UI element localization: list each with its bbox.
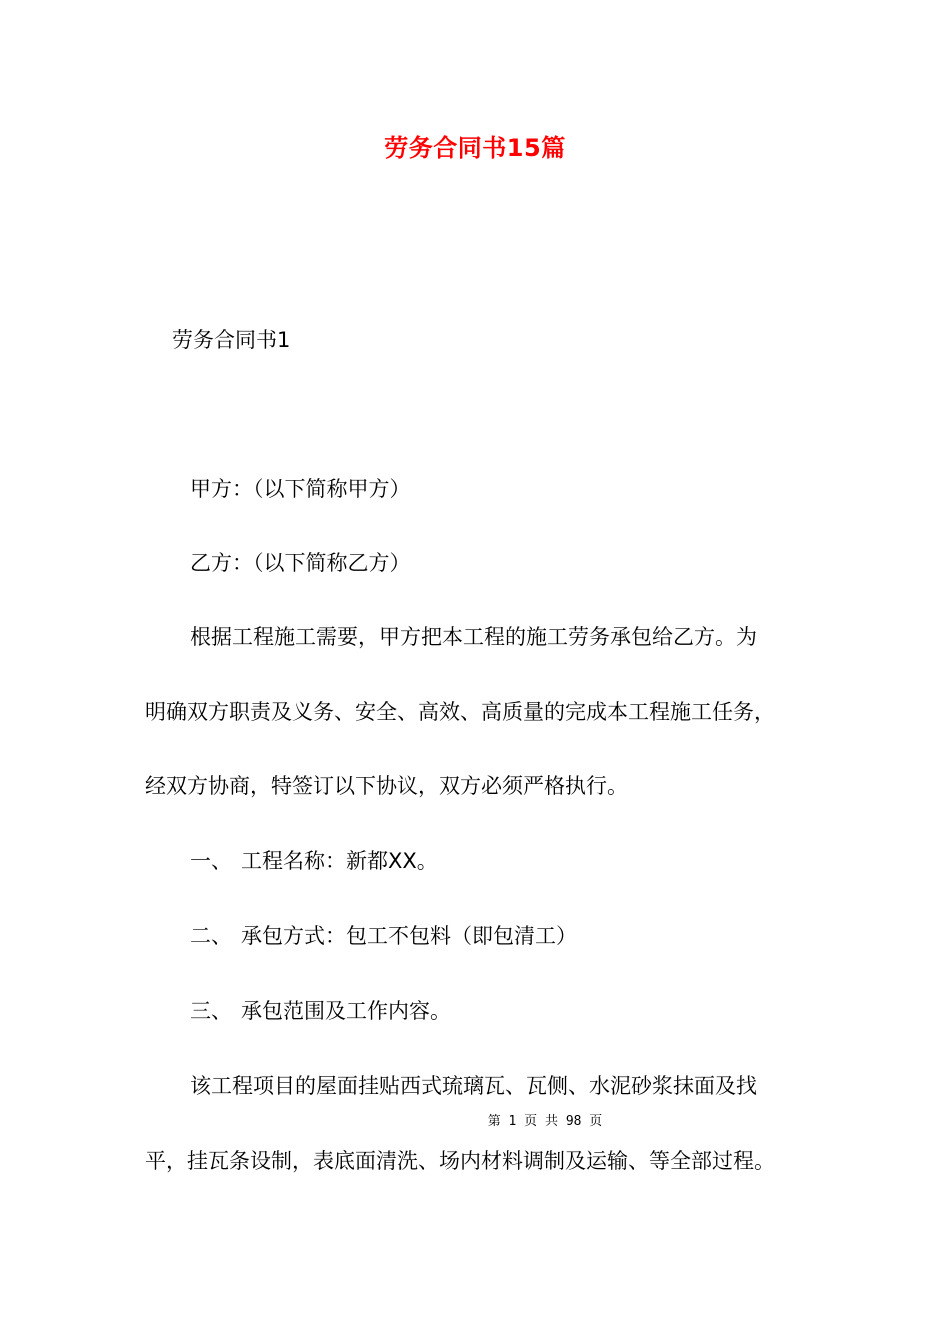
clause-text: 工程名称：新都XX。 xyxy=(241,849,438,873)
party-b-line: 乙方：（以下简称乙方） xyxy=(190,551,411,575)
clause-item xyxy=(190,996,451,1026)
intro-paragraph-line-3: 经双方协商，特签订以下协议，双方必须严格执行。 xyxy=(145,774,628,798)
scope-paragraph-line-2: 平，挂瓦条设制，表底面清洗、场内材料调制及运输、等全部过程。 xyxy=(145,1149,775,1173)
intro-paragraph-line-1: 根据工程施工需要，甲方把本工程的施工劳务承包给乙方。为 xyxy=(190,625,757,649)
clause-text: 承包范围及工作内容。 xyxy=(241,999,451,1023)
scope-paragraph-line-1: 该工程项目的屋面挂贴西式琉璃瓦、瓦侧、水泥砂浆抹面及找 xyxy=(190,1074,757,1098)
clause-text: 承包方式：包工不包料（即包清工） xyxy=(241,924,577,948)
clause-item xyxy=(190,846,438,876)
party-a-line: 甲方：（以下简称甲方） xyxy=(190,477,411,501)
clause-number: 三、 xyxy=(190,999,232,1023)
clause-number: 二、 xyxy=(190,924,232,948)
intro-paragraph-line-2: 明确双方职责及义务、安全、高效、高质量的完成本工程施工任务， xyxy=(145,700,775,724)
clause-number: 一、 xyxy=(190,849,232,873)
clause-item xyxy=(190,921,577,951)
document-title: 劳务合同书15篇 xyxy=(384,134,566,162)
section-heading: 劳务合同书1 xyxy=(172,328,291,352)
page-footer: 第 1 页 共 98 页 xyxy=(487,1114,603,1129)
